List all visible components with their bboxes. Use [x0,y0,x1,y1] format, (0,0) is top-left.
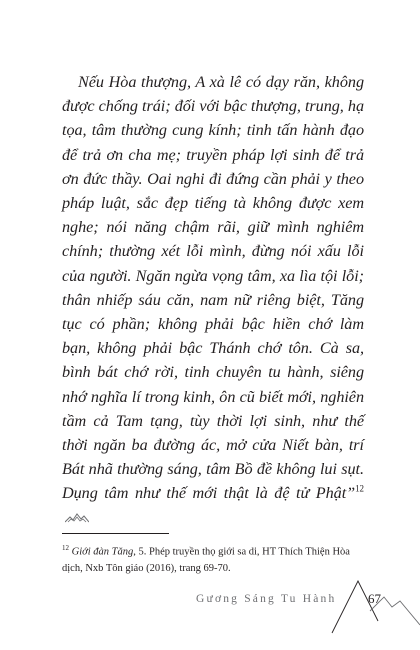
quote-paragraph [62,70,364,530]
footnote-divider [62,533,169,534]
footnote-number: 12 [62,544,69,552]
footnote-text: , 5. Phép truyền thọ giới sa di, HT Thích Thiện Hòa dịch, Nxb Tôn giáo (2016), trang 69-70. [62,546,350,574]
quote-text: Nếu Hòa thượng, A xà lê có dạy răn, không được chống trái; đối với bậc thượng, trung, hạ tọa, tâm thường cung kính; tinh tấn hành đạo để trả ơn cha mẹ; truyền pháp lợi sinh để trả ơn đức thầy. Oai nghi đi đứng cần phải y theo pháp luật, sắc đẹp tiếng tà không được xem nghe; nói năng chậm rãi, giữ mình nghiêm chính; thường xét lỗi mình, đừng nói xấu lỗi của người. Ngăn ngừa vọng tâm, xa lìa tội lỗi; thân nhiếp sáu căn, nam nữ riêng biệt, Tăng tục có phần; không phải bậc hiền chớ làm bạn, không phải bậc Thánh chớ tôn. Cà sa, bình bát chớ rời, tinh chuyên tu hành, siêng nhớ nghĩa lí trong kinh, ôn cũ biết mới, nghiên tầm cả Tam tạng, tùy thời lợi sinh, như thế thời ngăn ba đường ác, mở cửa Niết bàn, trí Bát nhã thường sáng, tâm Bồ đề không lui sụt. Dụng tâm như thế mới thật là đệ tử Phật” [62,73,364,503]
mountain-ornament-icon [65,513,89,523]
footnote [62,540,364,577]
running-footer-title: Gương Sáng Tu Hành [196,593,337,605]
footnote-source-title: Giới đàn Tăng [71,546,134,558]
body-paragraph [62,70,364,530]
footnote-reference: 12 [355,484,364,495]
page-number: 67 [368,591,381,606]
